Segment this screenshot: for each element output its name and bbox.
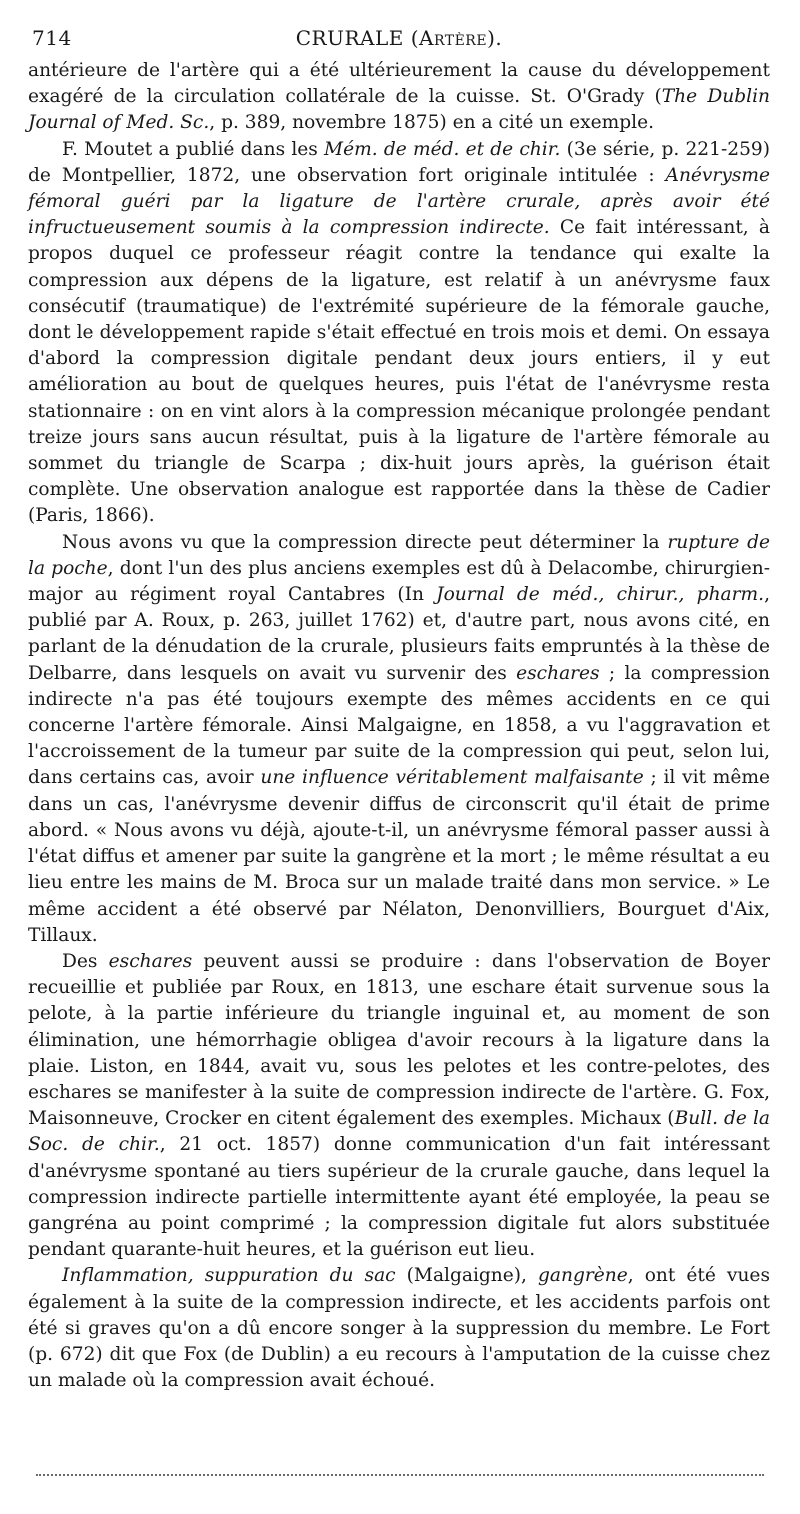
- italic-text-segment: The Dublin Journal of Med. Sc.: [28, 86, 770, 134]
- text-segment: Ce fait intéressant, à propos duquel ce professeur réagit contre la tendance qui exalte la compression aux dépens de la ligature, est relatif à un anévrysme faux consécutif (traumatique) de l'extrémité supérieure de la fémorale gauche, dont le développement rapide s'était effectué en trois mois et demi. On essaya d'abord la compression digitale pendant deux jours entiers, il y eut amélioration au bout de quelques heures, puis l'état de l'anévrysme resta stationnaire : on en vint alors à la compression mécanique prolongée pendant treize jours sans aucun résultat, puis à la ligature de l'artère fémorale au sommet du triangle de Scarpa ; dix-huit jours après, la guérison était complète. Une observation analogue est rapportée dans la thèse de Cadier (Paris, 1866).: [28, 217, 770, 527]
- text-segment: , p. 389, novembre 1875) en a cité un exemple.: [209, 112, 654, 134]
- italic-text-segment: rupture de la poche: [28, 531, 770, 579]
- italic-text-segment: Journal de méd., chirur., pharm.: [436, 584, 765, 606]
- running-title-main: CRURALE (: [295, 26, 420, 50]
- body-text: [28, 58, 770, 1394]
- running-title-end: ).: [487, 26, 503, 50]
- text-segment: , dont l'un des plus anciens exemples est dû à Delacombe, chirurgien-major au régiment royal Cantabres (In: [28, 557, 770, 606]
- italic-text-segment: Anévrysme fémoral guéri par la ligature de l'artère crurale, après avoir été infructueusement soumis à la compression indirecte.: [28, 164, 770, 239]
- italic-text-segment: gangrène: [538, 1265, 628, 1287]
- text-segment: Des: [62, 950, 109, 972]
- text-segment: , publié par A. Roux, p. 263, juillet 1762) et, d'autre part, nous avons cité, en parlant de la dénudation de la crurale, plusieurs faits empruntés à la thèse de Delbarre, dans lesquels on avait vu survenir des: [28, 584, 770, 684]
- paragraph: [28, 137, 770, 530]
- text-segment: (3e série, p. 221-259) de Montpellier, 1872, une observation fort originale intitulée :: [28, 138, 770, 186]
- italic-text-segment: Mém. de méd. et de chir.: [324, 138, 561, 160]
- text-segment: ; la compression indirecte n'a pas été toujours exempte des mêmes accidents en ce qui concerne l'artère fémorale. Ainsi Malgaigne, en 1858, a vu l'aggravation et l'accroissement de la tumeur par suite de la compression qui peut, selon lui, dans certains cas, avoir: [28, 662, 771, 789]
- running-title: [28, 26, 770, 50]
- italic-text-segment: eschares: [516, 662, 600, 684]
- footer-dotted-rule: [36, 1474, 764, 1476]
- text-segment: Nous avons vu que la compression directe peut déterminer la: [62, 531, 668, 553]
- text-segment: , 21 oct. 1857) donne communication d'un fait intéressant d'anévrysme spontané au tiers supérieur de la crurale gauche, dans lequel la compression indirecte partielle intermittente ayant été employée, la peau se gangréna au point comprimé ; la compression digitale fut alors substituée pendant quarante-huit heures, et la guérison eut lieu.: [28, 1134, 770, 1261]
- text-segment: peuvent aussi se produire : dans l'observation de Boyer recueillie et publiée par Roux, en 1813, une eschare était survenue sous la pelote, à la partie inférieure du triangle inguinal et, au moment de son élimination, une hémorrhagie obligea d'avoir recours à la ligature dans la plaie. Liston, en 1844, avait vu, sous les pelotes et les contre-pelotes, des eschares se manifester à la suite de compression indirecte de l'artère. G. Fox, Maisonneuve, Crocker en citent également des exemples. Michaux (: [28, 950, 770, 1130]
- book-page: [28, 22, 770, 1394]
- text-segment: , ont été vues également à la suite de la compression indirecte, et les accidents parfois ont été si graves qu'on a dû encore songer à la suppression du membre. Le Fort (p. 672) dit que Fox (de Dublin) a eu recours à l'amputation de la cuisse chez un malade où la compression avait échoué.: [28, 1265, 770, 1392]
- running-head: [28, 22, 770, 58]
- text-segment: (Malgaigne),: [395, 1265, 539, 1287]
- italic-text-segment: une influence véritablement malfaisante: [260, 767, 644, 789]
- paragraph: [28, 58, 770, 137]
- italic-text-segment: Bull. de la Soc. de chir.: [28, 1108, 770, 1156]
- paragraph: [28, 1263, 770, 1394]
- italic-text-segment: Inflammation, suppuration du sac: [62, 1265, 396, 1287]
- paragraph: [28, 949, 770, 1263]
- running-title-smallcaps: Artère: [419, 26, 488, 50]
- italic-text-segment: eschares: [108, 950, 193, 972]
- paragraph: [28, 530, 770, 949]
- text-segment: ; il vit même dans un cas, l'anévrysme devenir diffus de circonscrit qu'il était de prime abord. « Nous avons vu déjà, ajoute-t-il, un anévrysme fémoral passer aussi à l'état diffus et amener par suite la gangrène et la mort ; le même résultat a eu lieu entre les mains de M. Broca sur un malade traité dans mon service. » Le même accident a été observé par Nélaton, Denonvilliers, Bourguet d'Aix, Tillaux.: [28, 767, 771, 946]
- page-number: 714: [32, 26, 72, 50]
- text-segment: F. Moutet a publié dans les: [62, 138, 325, 160]
- text-segment: antérieure de l'artère qui a été ultérieurement la cause du développement exagéré de la circulation collatérale de la cuisse. St. O'Grady (: [28, 60, 770, 108]
